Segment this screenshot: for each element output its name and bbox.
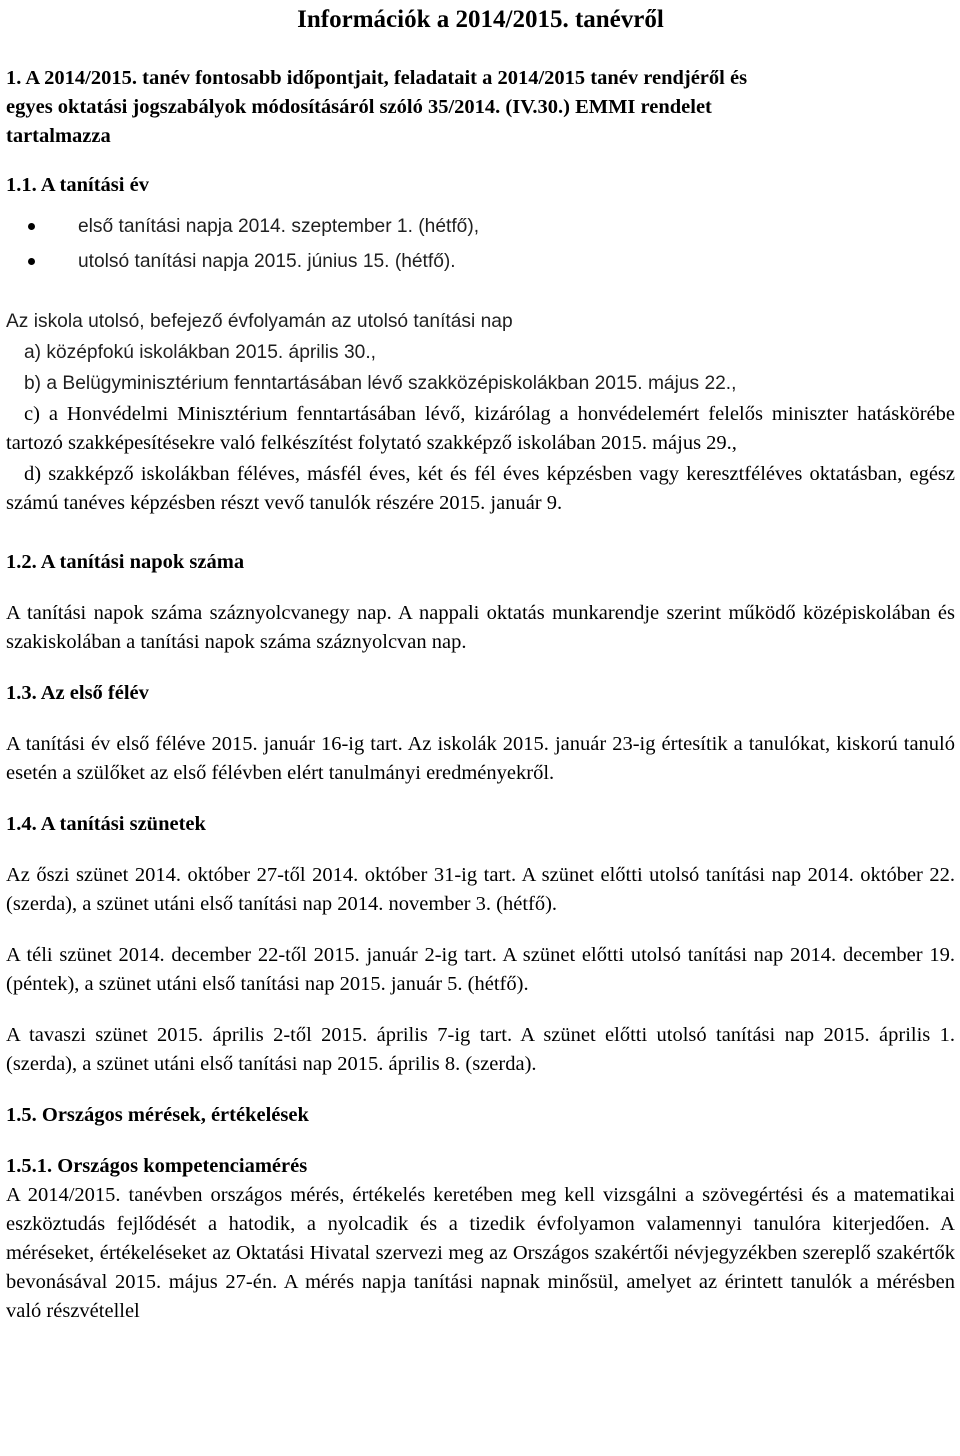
autumn-break-text: Az őszi szünet 2014. október 27-től 2014. október 31-ig tart. A szünet előtti utolsó tanítási nap 2014. október 22. (szerda), a szünet utáni első tanítási nap 2014. november 3. (hétfő).	[6, 864, 955, 915]
last-day-item-b: b) a Belügyminisztérium fenntartásában lévő szakközépiskolákban 2015. május 22.,	[24, 373, 737, 394]
section-1-heading-line: 1. A 2014/2015. tanév fontosabb időpontjait, feladatait a 2014/2015 tanév rendjéről és	[6, 67, 748, 89]
last-day-item-a: a) középfokú iskolákban 2015. április 30.,	[24, 342, 376, 363]
section-1-5-heading: 1.5. Országos mérések, értékelések	[6, 1104, 309, 1126]
section-1-5-1-heading: 1.5.1. Országos kompetenciamérés	[6, 1155, 308, 1177]
spring-break-text: A tavaszi szünet 2015. április 2-től 2015. április 7-ig tart. A szünet előtti utolsó tanítási nap 2015. április 1. (szerda), a szünet utáni első tanítási nap 2015. április 8. (szerda).	[6, 1024, 955, 1075]
winter-break-text: A téli szünet 2014. december 22-től 2015. január 2-ig tart. A szünet előtti utolsó tanítási nap 2014. december 19. (péntek), a szünet utáni első tanítási nap 2015. január 5. (hétfő).	[6, 944, 955, 995]
bullet-text: első tanítási napja 2014. szeptember 1. (hétfő),	[78, 216, 480, 237]
section-1-3-text: A tanítási év első féléve 2015. január 16-ig tart. Az iskolák 2015. január 23-ig értesítik a tanulókat, kiskorú tanuló esetén a szülőket az első félévben elért tanulmányi eredményekről.	[6, 733, 955, 784]
section-1-heading-line: egyes oktatási jogszabályok módosításáról szóló 35/2014. (IV.30.) EMMI rendelet	[6, 96, 712, 118]
section-1-1-heading: 1.1. A tanítási év	[6, 174, 149, 196]
section-1-4-heading: 1.4. A tanítási szünetek	[6, 813, 206, 835]
section-1-3-heading: 1.3. Az első félév	[6, 682, 149, 704]
last-day-intro: Az iskola utolsó, befejező évfolyamán az utolsó tanítási nap	[6, 311, 513, 332]
last-day-item-c: c) a Honvédelmi Minisztérium fenntartásában lévő, kizárólag a honvédelemért felelős miniszter hatáskörébe tartozó szakképesítésekre való felkészítést folytató szakképző iskolában 2015. május 29.,	[6, 403, 955, 454]
bullet-text: utolsó tanítási napja 2015. június 15. (hétfő).	[78, 251, 456, 272]
bullet-icon	[28, 223, 35, 230]
list-item	[6, 209, 955, 244]
section-1-heading-line: tartalmazza	[6, 125, 111, 147]
document-page	[6, 0, 955, 1326]
last-day-item-d: d) szakképző iskolákban féléves, másfél éves, két és fél éves képzésben vagy keresztféléves oktatásban, egész számú tanéves képzésben részt vevő tanulók részére 2015. január 9.	[6, 463, 955, 514]
section-1-heading	[6, 64, 955, 151]
section-1-2-text: A tanítási napok száma száznyolcvanegy nap. A nappali oktatás munkarendje szerint működő középiskolában és szakiskolában a tanítási napok száma száznyolcvan nap.	[6, 602, 955, 653]
section-1-5-1-text: A 2014/2015. tanévben országos mérés, értékelés keretében meg kell vizsgálni a szövegértési és a matematikai eszköztudás fejlődését a hatodik, a nyolcadik és a tizedik évfolyamon valamennyi tanulóra kiterjedően. A méréseket, értékeléseket az Oktatási Hivatal szervezi meg az Országos szakértői névjegyzékben szereplő szakértők bevonásával 2015. május 27-én. A mérés napja tanítási napnak minősül, amelyet az érintett tanulók a mérésben való részvétellel	[6, 1184, 955, 1322]
section-1-2-heading: 1.2. A tanítási napok száma	[6, 551, 245, 573]
bullet-icon	[28, 258, 35, 265]
list-item	[6, 244, 955, 279]
page-title: Információk a 2014/2015. tanévről	[297, 6, 664, 33]
school-year-bullets	[6, 209, 955, 279]
